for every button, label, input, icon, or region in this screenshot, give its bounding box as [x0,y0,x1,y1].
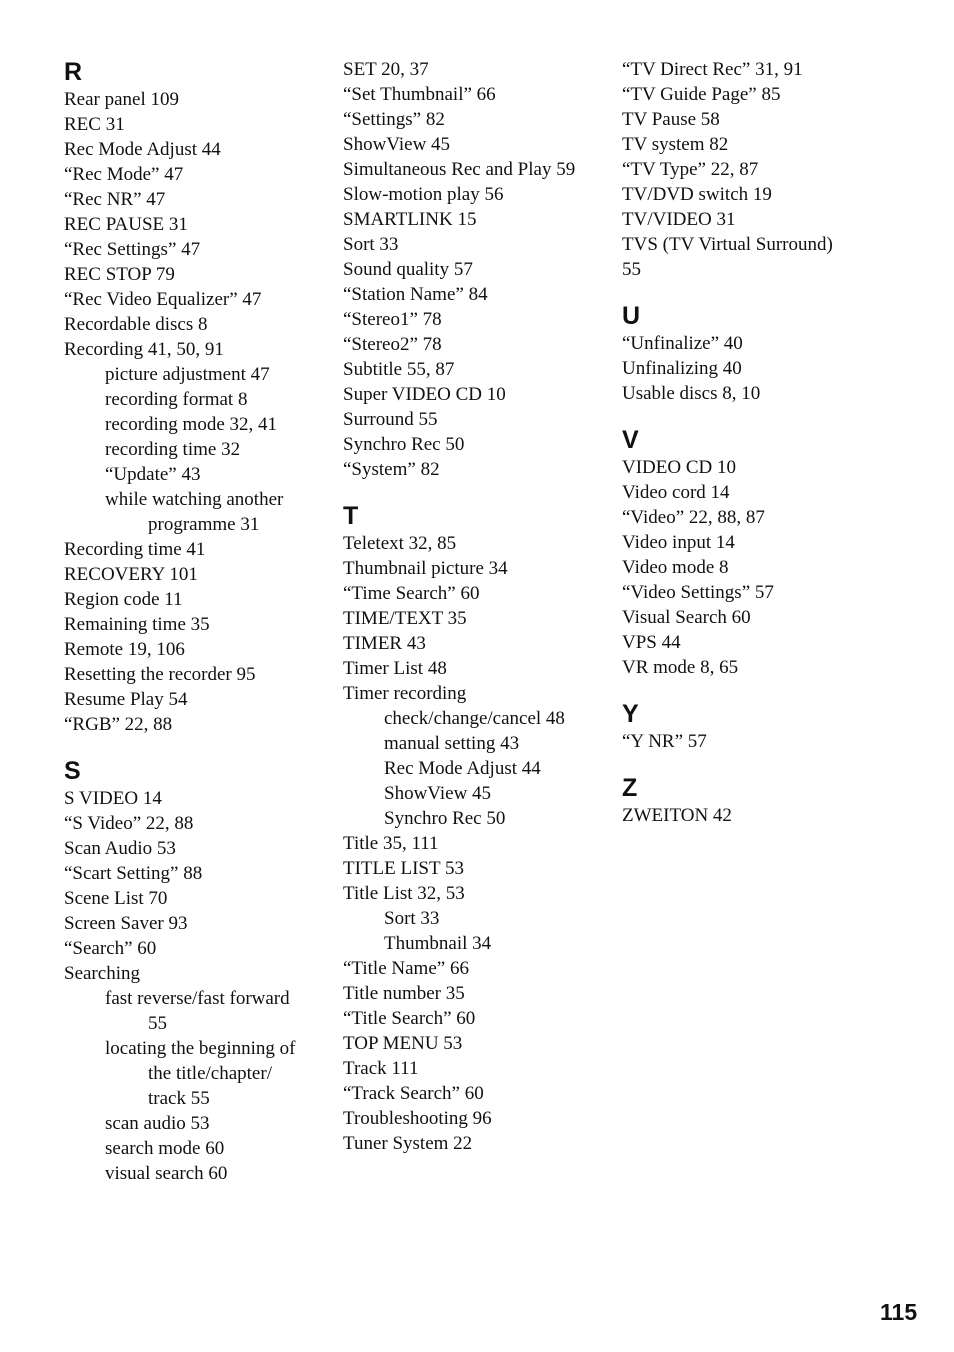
index-subentry: 55 [148,1013,167,1034]
index-subentry: while watching another [105,489,284,510]
index-entry: TIME/TEXT 35 [343,608,467,629]
index-entry: ShowView 45 [343,134,451,155]
index-entry: Screen Saver 93 [64,913,188,934]
index-entry: ZWEITON 42 [622,805,732,826]
index-entry: TV/VIDEO 31 [622,209,736,230]
section-letter: Y [622,700,639,728]
index-entry: “Video” 22, 88, 87 [622,507,765,528]
index-column-1 [64,57,334,1186]
index-entry: “TV Guide Page” 85 [622,84,781,105]
index-subentry: recording time 32 [105,439,241,460]
index-entry: S VIDEO 14 [64,788,162,809]
index-entry: TITLE LIST 53 [343,858,465,879]
index-entry: VPS 44 [622,632,681,653]
index-entry: SMARTLINK 15 [343,209,477,230]
index-entry: Slow-motion play 56 [343,184,504,205]
index-entry: Track 111 [343,1058,419,1079]
section-letter: V [622,426,639,454]
index-subentry: search mode 60 [105,1138,225,1159]
index-entry: “Scart Setting” 88 [64,863,203,884]
index-entry: “Rec Settings” 47 [64,239,201,260]
index-subentry: fast reverse/fast forward [105,988,290,1009]
index-entry: Visual Search 60 [622,607,751,628]
index-subentry: recording mode 32, 41 [105,414,278,435]
index-subentry: picture adjustment 47 [105,364,270,385]
index-entry: “Rec Mode” 47 [64,164,184,185]
index-entry: Recording 41, 50, 91 [64,339,224,360]
index-entry: Sort 33 [343,234,399,255]
index-subentry: recording format 8 [105,389,248,410]
index-entry: TVS (TV Virtual Surround) [622,234,833,255]
page-number: 115 [880,1299,918,1325]
index-entry: Title List 32, 53 [343,883,465,904]
index-entry: TOP MENU 53 [343,1033,463,1054]
index-entry: TV Pause 58 [622,109,720,130]
index-entry: TIMER 43 [343,633,426,654]
index-subentry: track 55 [148,1088,210,1109]
index-entry: “Set Thumbnail” 66 [343,84,496,105]
section-letter: S [64,757,81,785]
index-entry: Tuner System 22 [343,1133,473,1154]
index-entry: Resume Play 54 [64,689,188,710]
index-entry: Sound quality 57 [343,259,473,280]
index-subentry: Rec Mode Adjust 44 [384,758,541,779]
index-subentry: visual search 60 [105,1163,228,1184]
index-entry: Thumbnail picture 34 [343,558,508,579]
index-entry: Video cord 14 [622,482,730,503]
index-entry: “RGB” 22, 88 [64,714,173,735]
index-entry: Video mode 8 [622,557,729,578]
index-subentry: scan audio 53 [105,1113,210,1134]
index-entry: “TV Direct Rec” 31, 91 [622,59,803,80]
index-entry: Title number 35 [343,983,465,1004]
index-entry: “System” 82 [343,459,440,480]
index-entry: “Track Search” 60 [343,1083,484,1104]
index-column-3 [622,57,922,828]
index-entry: TV system 82 [622,134,729,155]
index-entry: Remaining time 35 [64,614,210,635]
index-entry: “Y NR” 57 [622,731,707,752]
index-entry: REC STOP 79 [64,264,175,285]
index-subentry: ShowView 45 [384,783,492,804]
index-entry: REC PAUSE 31 [64,214,188,235]
index-subentry: Thumbnail 34 [384,933,492,954]
index-entry: Video input 14 [622,532,735,553]
index-subentry: manual setting 43 [384,733,520,754]
index-entry: Synchro Rec 50 [343,434,465,455]
index-subentry: locating the beginning of [105,1038,296,1059]
section-letter: Z [622,774,638,802]
index-entry: Recording time 41 [64,539,206,560]
index-entry: Timer List 48 [343,658,447,679]
index-entry: “TV Type” 22, 87 [622,159,759,180]
index-entry: Simultaneous Rec and Play 59 [343,159,576,180]
index-subentry: programme 31 [148,514,260,535]
index-entry: “Unfinalize” 40 [622,333,743,354]
index-subentry: the title/chapter/ [148,1063,272,1084]
index-entry: Unfinalizing 40 [622,358,742,379]
index-entry: “Stereo1” 78 [343,309,442,330]
index-entry: Searching [64,963,140,984]
index-subentry: Synchro Rec 50 [384,808,506,829]
index-entry: “Time Search” 60 [343,583,480,604]
index-entry: Surround 55 [343,409,438,430]
index-entry: “Title Name” 66 [343,958,469,979]
section-letter: R [64,58,83,86]
index-entry: Scan Audio 53 [64,838,176,859]
index-entry: “S Video” 22, 88 [64,813,194,834]
section-letter: U [622,302,641,330]
index-entry: REC 31 [64,114,125,135]
index-entry: “Station Name” 84 [343,284,488,305]
index-entry: VR mode 8, 65 [622,657,739,678]
section-letter: T [343,502,359,530]
index-subentry: “Update” 43 [105,464,201,485]
index-entry: VIDEO CD 10 [622,457,736,478]
index-entry: Recordable discs 8 [64,314,208,335]
index-subentry: check/change/cancel 48 [384,708,565,729]
index-entry: Usable discs 8, 10 [622,383,761,404]
index-entry: Teletext 32, 85 [343,533,457,554]
index-entry: 55 [622,259,641,280]
index-column-2 [343,57,613,1156]
index-entry: “Search” 60 [64,938,157,959]
index-entry: Super VIDEO CD 10 [343,384,506,405]
index-entry: “Stereo2” 78 [343,334,442,355]
index-entry: Scene List 70 [64,888,168,909]
index-entry: Timer recording [343,683,467,704]
index-entry: Title 35, 111 [343,833,439,854]
index-entry: Rec Mode Adjust 44 [64,139,221,160]
index-entry: RECOVERY 101 [64,564,198,585]
index-entry: “Title Search” 60 [343,1008,476,1029]
index-entry: “Settings” 82 [343,109,445,130]
index-entry: Resetting the recorder 95 [64,664,256,685]
index-entry: “Video Settings” 57 [622,582,774,603]
index-entry: TV/DVD switch 19 [622,184,772,205]
index-subentry: Sort 33 [384,908,440,929]
index-entry: Rear panel 109 [64,89,180,110]
index-entry: “Rec Video Equalizer” 47 [64,289,262,310]
index-entry: Troubleshooting 96 [343,1108,492,1129]
index-entry: Region code 11 [64,589,183,610]
index-entry: SET 20, 37 [343,59,429,80]
index-entry: “Rec NR” 47 [64,189,166,210]
index-entry: Remote 19, 106 [64,639,185,660]
index-entry: Subtitle 55, 87 [343,359,455,380]
